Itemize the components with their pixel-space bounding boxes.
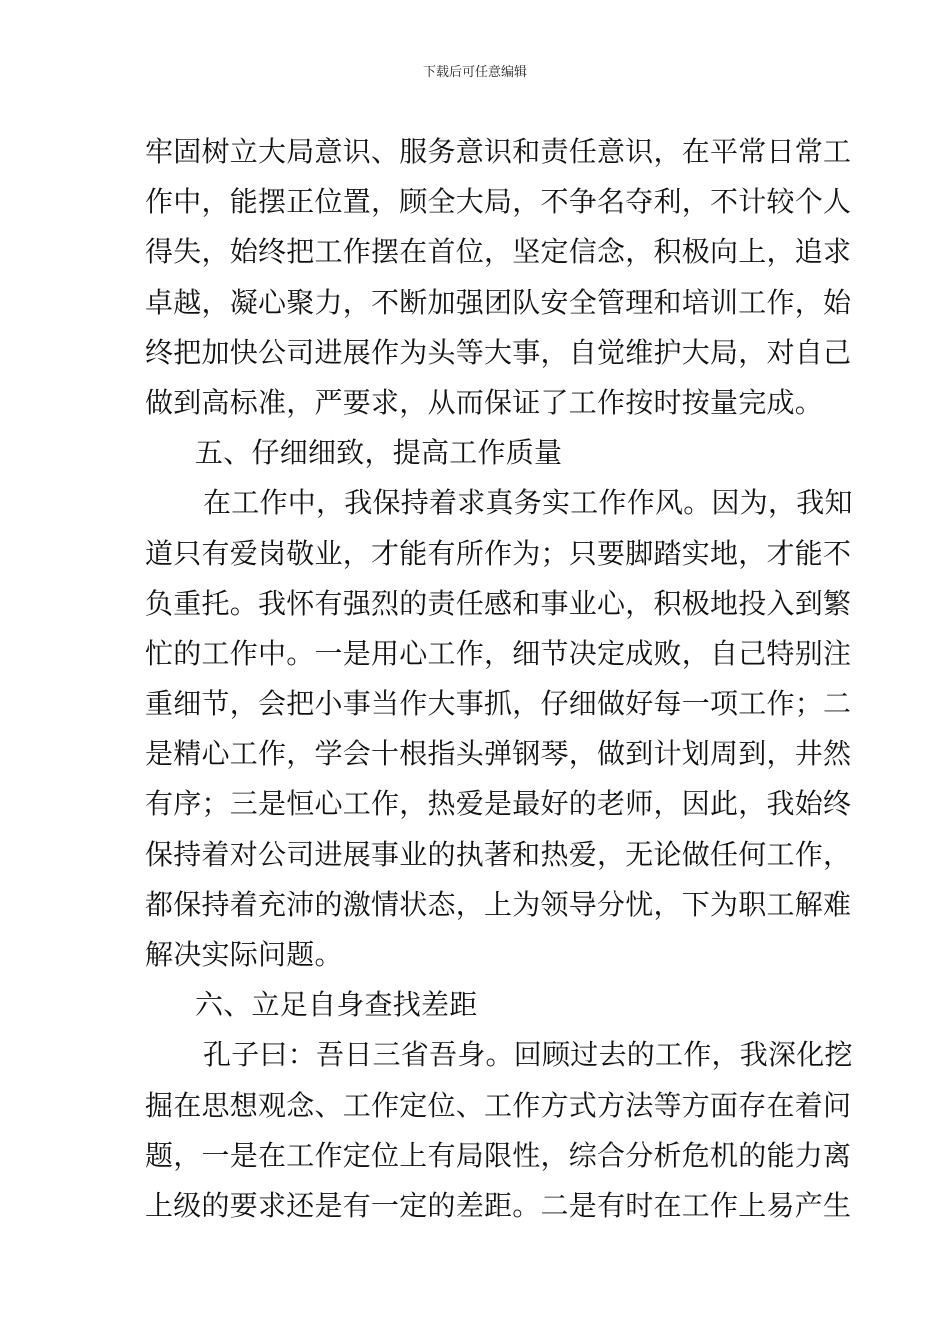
body-line: 做到高标准，严要求，从而保证了工作按时按量完成。	[145, 385, 824, 419]
body-line: 牢固树立大局意识、服务意识和责任意识，在平常日常工	[145, 135, 852, 168]
body-line: 忙的工作中。一是用心工作，细节决定成败，自己特别注	[145, 636, 852, 670]
document-body	[145, 127, 853, 1231]
body-line: 上级的要求还是有一定的差距。二是有时在工作上易产生	[145, 1188, 852, 1222]
body-line: 道只有爱岗敬业，才能有所作为；只要脚踏实地，才能不	[145, 536, 852, 570]
body-line: 作中，能摆正位置，顾全大局，不争名夺利，不计较个人	[145, 185, 852, 219]
body-line: 题，一是在工作定位上有局限性，综合分析危机的能力离	[145, 1138, 852, 1172]
body-line: 负重托。我怀有强烈的责任感和事业心，积极地投入到繁	[145, 586, 852, 620]
body-line: 有序；三是恒心工作，热爱是最好的老师，因此，我始终	[145, 787, 852, 821]
body-line: 卓越，凝心聚力，不断加强团队安全管理和培训工作，始	[145, 285, 852, 319]
body-line: 都保持着充沛的激情状态，上为领导分忧，下为职工解难	[145, 887, 852, 921]
body-line: 保持着对公司进展事业的执著和热爱，无论做任何工作，	[145, 837, 852, 871]
body-line: 得失，始终把工作摆在首位，坚定信念，积极向上，追求	[145, 235, 852, 269]
paragraph-first-line: 在工作中，我保持着求真务实工作作风。因为，我知	[203, 486, 853, 520]
paragraph-first-line: 孔子曰：吾日三省吾身。回顾过去的工作，我深化挖	[203, 1038, 853, 1072]
body-line: 重细节，会把小事当作大事抓，仔细做好每一项工作；二	[145, 687, 852, 721]
body-line: 掘在思想观念、工作定位、工作方式方法等方面存在着问	[145, 1088, 852, 1122]
section-heading: 六、立足自身查找差距	[195, 988, 478, 1022]
section-heading: 五、仔细细致，提高工作质量	[195, 436, 563, 470]
page-header: 下载后可任意编辑	[422, 65, 527, 80]
body-line: 是精心工作，学会十根指头弹钢琴，做到计划周到，井然	[145, 737, 852, 771]
body-line: 解决实际问题。	[145, 938, 343, 971]
body-line: 终把加快公司进展作为头等大事，自觉维护大局，对自己	[145, 335, 852, 369]
